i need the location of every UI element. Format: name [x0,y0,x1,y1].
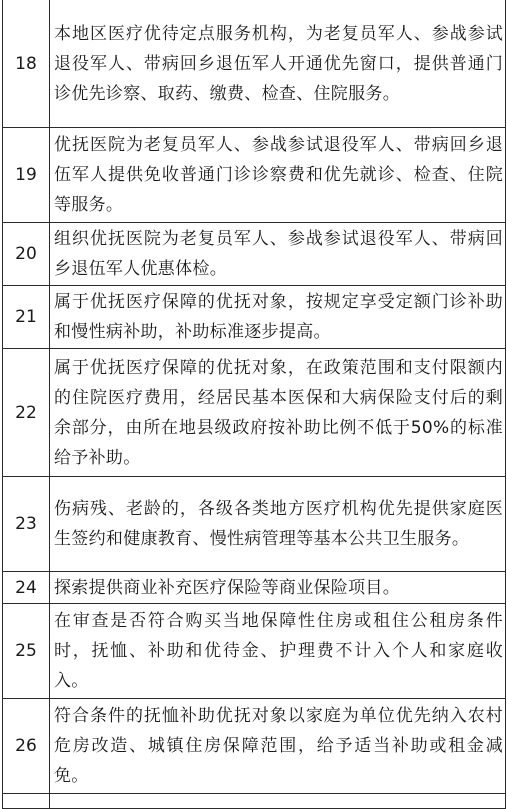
table-row [3,349,506,477]
table-row [3,286,506,349]
row-number: 22 [3,349,50,477]
row-text: 探索提供商业补充医疗保险等商业保险项目。 [50,572,506,604]
row-number: 18 [3,0,50,128]
table-row-partial [3,794,506,809]
row-text: 组织优抚医院为老复员军人、参战参试退役军人、带病回乡退伍军人优惠体检。 [50,223,506,286]
table-row [3,0,506,128]
row-number: 23 [3,477,50,572]
row-number: 19 [3,128,50,223]
table-row [3,477,506,572]
row-text: 属于优抚医疗保障的优抚对象，按规定享受定额门诊补助和慢性病补助，补助标准逐步提高。 [50,286,506,349]
row-number: 25 [3,604,50,699]
row-text: 伤病残、老龄的，各级各类地方医疗机构优先提供家庭医生签约和健康教育、慢性病管理等基本公共卫生服务。 [50,477,506,572]
row-text: 属于优抚医疗保障的优抚对象，在政策范围和支付限额内的住院医疗费用，经居民基本医保和大病保险支付后的剩余部分，由所在地县级政府按补助比例不低于50%的标准给予补助。 [50,349,506,477]
row-text: 符合条件的抚恤补助优抚对象以家庭为单位优先纳入农村危房改造、城镇住房保障范围，给予适当补助或租金减免。 [50,699,506,794]
row-number: 20 [3,223,50,286]
row-text: 在审查是否符合购买当地保障性住房或租住公租房条件时，抚恤、补助和优待金、护理费不计入个人和家庭收入。 [50,604,506,699]
table-row [3,223,506,286]
row-number: 24 [3,572,50,604]
row-text-empty [50,794,506,809]
table-row [3,128,506,223]
row-text: 优抚医院为老复员军人、参战参试退役军人、带病回乡退伍军人提供免收普通门诊诊察费和优先就诊、检查、住院等服务。 [50,128,506,223]
row-number: 26 [3,699,50,794]
benefits-table [2,0,506,809]
row-text: 本地区医疗优待定点服务机构，为老复员军人、参战参试退役军人、带病回乡退伍军人开通优先窗口，提供普通门诊优先诊察、取药、缴费、检查、住院服务。 [50,0,506,128]
row-number: 21 [3,286,50,349]
table-row [3,604,506,699]
row-number-empty [3,794,50,809]
table-row [3,699,506,794]
table-row [3,572,506,604]
